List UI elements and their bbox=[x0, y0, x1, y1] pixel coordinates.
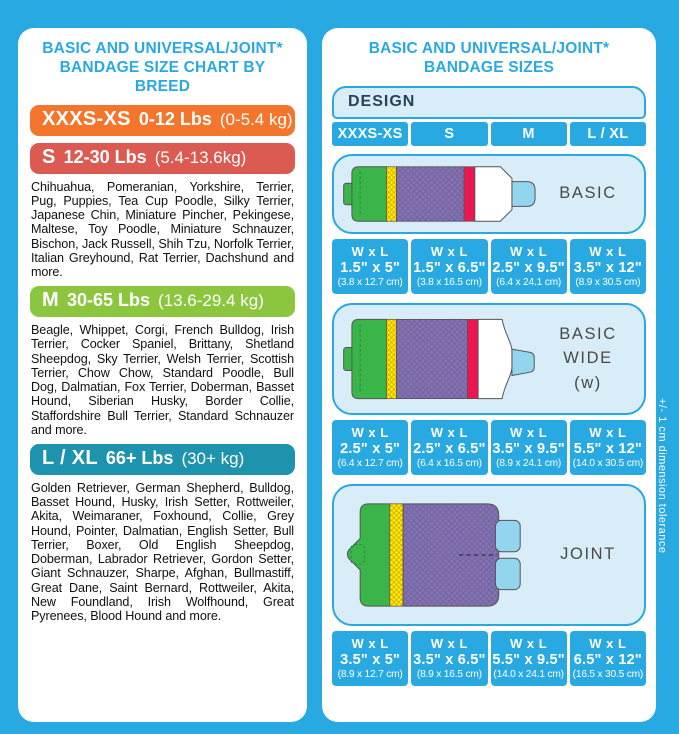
size-cell bbox=[570, 631, 646, 686]
size-cm: (8.9 x 24.1 cm) bbox=[496, 457, 562, 469]
size-cell bbox=[411, 631, 487, 686]
weight-lbs: 12-30 Lbs bbox=[63, 146, 147, 167]
size-inches: 3.5" x 6.5" bbox=[413, 651, 486, 668]
size-inches: 2.5" x 5" bbox=[340, 440, 401, 457]
breed-list-medium: Beagle, Whippet, Corgi, French Bulldog, Irish Terrier, Cocker Spaniel, Brittany, Shetland Sheepdog, Sky Terrier, Welsh Terrier, Scottish Terrier, Chow Chow, Standard Poodle, Bull Dog, Dalmatian, Fox Terrier, Doberman, Basset Hound, Siberian Husky, Border Collie, Staffordshire Bull Terrier, Standard Schnauzer and more. bbox=[31, 323, 294, 437]
size-inches: 1.5" x 5" bbox=[340, 259, 401, 276]
size-inches: 5.5" x 12" bbox=[573, 440, 642, 457]
size-inches: 3.5" x 12" bbox=[573, 259, 642, 276]
size-cm: (6.4 x 16.5 cm) bbox=[416, 457, 482, 469]
dimension-label: W x L bbox=[351, 243, 389, 259]
size-cm: (3.8 x 16.5 cm) bbox=[416, 276, 482, 288]
column-header-row bbox=[332, 122, 646, 146]
size-cell bbox=[491, 631, 567, 686]
design-header bbox=[332, 86, 646, 119]
weight-kg: (13.6-29.4 kg) bbox=[158, 291, 264, 311]
joint-bandage-illustration bbox=[342, 496, 540, 614]
weight-kg: (5.4-13.6kg) bbox=[154, 147, 247, 167]
size-label: S bbox=[42, 145, 56, 168]
design-label: DESIGN bbox=[348, 93, 416, 111]
size-label: L / XL bbox=[42, 447, 98, 469]
size-cell bbox=[491, 420, 567, 475]
size-inches: 3.5" x 5" bbox=[340, 651, 401, 668]
size-cell bbox=[332, 631, 408, 686]
size-cm: (6.4 x 12.7 cm) bbox=[337, 457, 403, 469]
size-cell bbox=[570, 239, 646, 294]
dimension-label: W x L bbox=[430, 243, 468, 259]
size-row-joint bbox=[332, 631, 646, 686]
size-inches: 2.5" x 6.5" bbox=[413, 440, 486, 457]
size-inches: 3.5" x 9.5" bbox=[492, 440, 565, 457]
size-inches: 2.5" x 9.5" bbox=[492, 259, 565, 276]
size-label: M bbox=[42, 289, 59, 312]
size-cm: (3.8 x 12.7 cm) bbox=[337, 276, 403, 288]
basic-bandage-illustration bbox=[342, 164, 540, 224]
size-cm: (16.5 x 30.5 cm) bbox=[572, 668, 644, 680]
column-header-s: S bbox=[411, 122, 487, 146]
right-title-line1: BASIC AND UNIVERSAL/JOINT* bbox=[368, 40, 610, 57]
weight-kg: (0-5.4 kg) bbox=[219, 109, 293, 129]
size-cell bbox=[491, 239, 567, 294]
dimension-label: W x L bbox=[510, 243, 548, 259]
dimension-label: W x L bbox=[351, 424, 389, 440]
size-cell bbox=[332, 420, 408, 475]
size-cm: (6.4 x 24.1 cm) bbox=[496, 276, 562, 288]
size-inches: 6.5" x 12" bbox=[573, 651, 642, 668]
basic-wide-bandage-illustration bbox=[342, 314, 540, 404]
size-cell bbox=[570, 420, 646, 475]
size-cm: (8.9 x 12.7 cm) bbox=[337, 668, 403, 680]
size-row-basic-wide bbox=[332, 420, 646, 475]
left-title-line2: BANDAGE SIZE CHART BY BREED bbox=[59, 58, 266, 95]
dimension-label: W x L bbox=[589, 424, 627, 440]
breed-chart-panel bbox=[18, 28, 307, 722]
size-cm: (14.0 x 24.1 cm) bbox=[493, 668, 564, 680]
left-panel-title bbox=[30, 40, 295, 97]
design-row-joint bbox=[332, 484, 646, 626]
size-row-basic bbox=[332, 239, 646, 294]
tolerance-note: +/- 1 cm dimension tolerance bbox=[656, 398, 668, 554]
column-header-m: M bbox=[491, 122, 567, 146]
weight-lbs: 0-12 Lbs bbox=[138, 108, 212, 129]
design-row-label bbox=[540, 322, 636, 396]
size-cm: (8.9 x 30.5 cm) bbox=[575, 276, 641, 288]
sizes-table-panel bbox=[322, 28, 656, 722]
column-header-l-xl: L / XL bbox=[570, 122, 646, 146]
left-title-line1: BASIC AND UNIVERSAL/JOINT* bbox=[42, 40, 283, 57]
dimension-label: W x L bbox=[589, 243, 627, 259]
design-row-label-line2: (w) bbox=[574, 374, 602, 393]
weight-lbs: 30-65 Lbs bbox=[66, 290, 151, 311]
size-badge-xxxs-xs bbox=[30, 105, 295, 136]
design-row-label: BASIC bbox=[559, 184, 617, 203]
size-label: XXXS-XS bbox=[42, 107, 131, 130]
breed-list-small: Chihuahua, Pomeranian, Yorkshire, Terrier, Pug, Puppies, Tea Cup Poodle, Silky Terrier, Japanese Chin, Miniature Pincher, Pekingese, Maltese, Toy Poodle, Miniature Schnauzer, Bischon, Jack Russell, Shih Tzu, Norfolk Terrier, Italian Greyhound, Rat Terrier, Dachshund and more. bbox=[31, 179, 294, 280]
dimension-label: W x L bbox=[430, 424, 468, 440]
column-header-xxxs-xs: XXXS-XS bbox=[332, 122, 408, 146]
dimension-label: W x L bbox=[510, 635, 548, 651]
size-badge-l-xl bbox=[30, 444, 295, 475]
size-inches: 1.5" x 6.5" bbox=[413, 259, 486, 276]
design-row-basic-wide bbox=[332, 303, 646, 415]
size-badge-s bbox=[30, 143, 295, 174]
design-row-basic bbox=[332, 154, 646, 234]
right-panel-title bbox=[332, 40, 646, 78]
weight-lbs: 66+ Lbs bbox=[105, 448, 174, 468]
size-badge-m bbox=[30, 286, 295, 317]
dimension-label: W x L bbox=[430, 635, 468, 651]
design-row-label-line1: BASIC WIDE bbox=[559, 324, 617, 368]
dimension-label: W x L bbox=[351, 635, 389, 651]
right-title-line2: BANDAGE SIZES bbox=[423, 58, 555, 76]
size-inches: 5.5" x 9.5" bbox=[492, 651, 565, 668]
size-cell bbox=[411, 420, 487, 475]
weight-kg: (30+ kg) bbox=[181, 449, 245, 468]
size-cm: (14.0 x 30.5 cm) bbox=[572, 457, 644, 469]
dimension-label: W x L bbox=[589, 635, 627, 651]
dimension-label: W x L bbox=[510, 424, 548, 440]
size-cell bbox=[411, 239, 487, 294]
size-cm: (8.9 x 16.5 cm) bbox=[416, 668, 482, 680]
design-row-label: JOINT bbox=[560, 545, 616, 564]
breed-list-large: Golden Retriever, German Shepherd, Bulldog, Basset Hound, Husky, Irish Setter, Rottweiler, Akita, Weimaraner, Foxhound, Collie, Grey Hound, Pointer, Dalmatian, English Setter, Bull Terrier, Boxer, Old English Sheepdog, Doberman, Labrador Retriever, Gordon Setter, Giant Schnauzer, Sharpe, Afghan, Bullmastiff, Great Dane, Saint Bernard, Rottweiler, Akita, New Foundland, Irish Wolfhound, Great Pyrenees, Blood Hound and more. bbox=[31, 481, 294, 623]
size-cell bbox=[332, 239, 408, 294]
